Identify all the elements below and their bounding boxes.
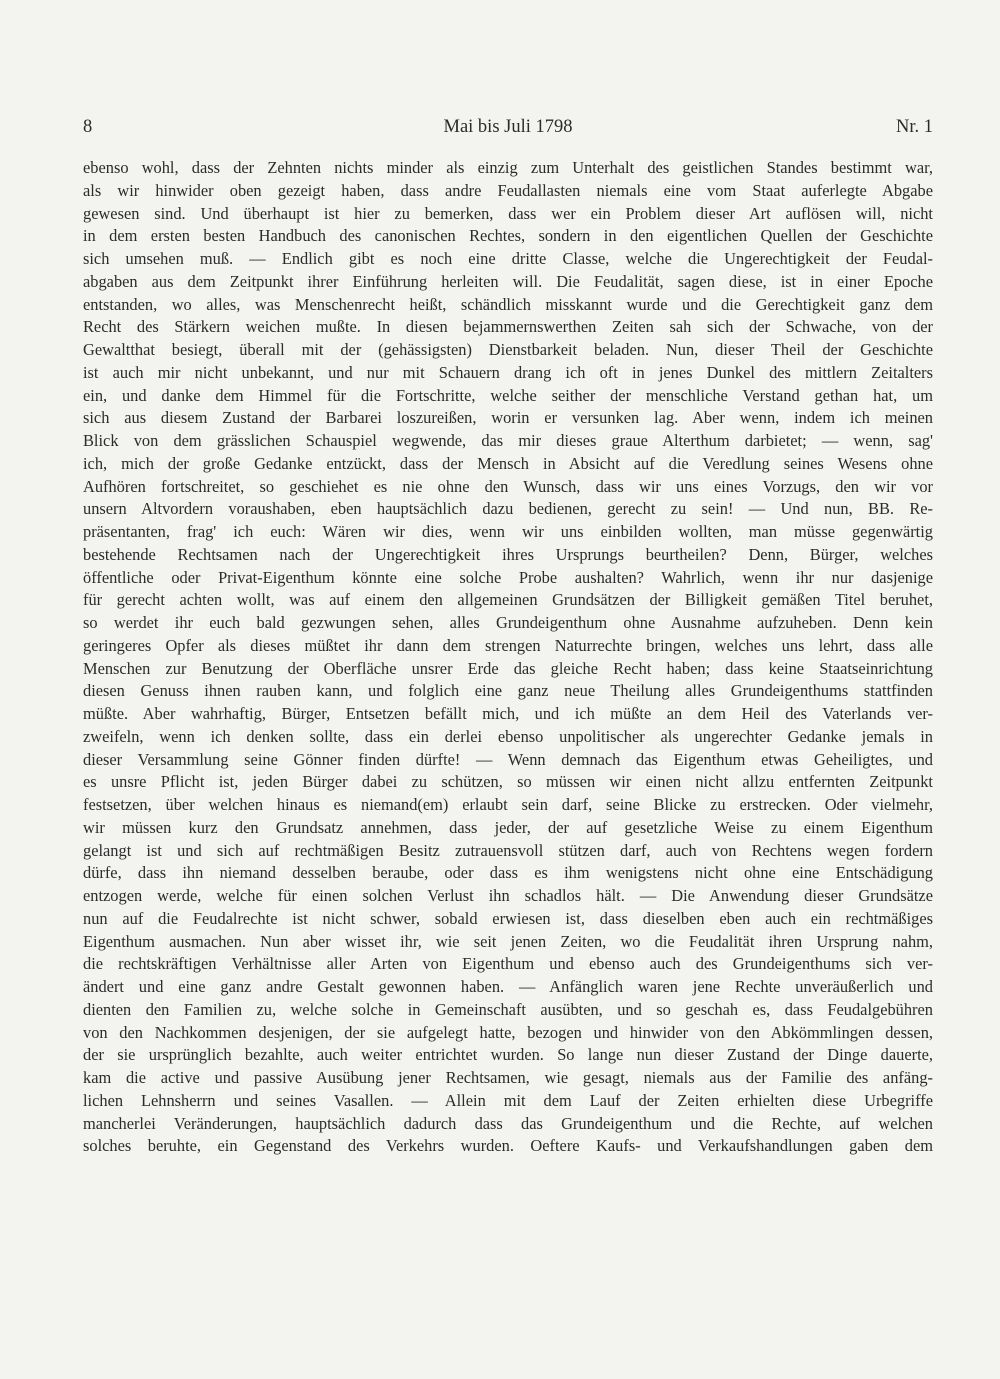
text-line: müßte. Aber wahrhaftig, Bürger, Entsetzen befällt mich, und ich müßte an dem Heil des Vaterlands ver- [83, 704, 933, 723]
text-line: Blick von dem grässlichen Schauspiel wegwende, das mir dieses graue Alterthum darbietet; — wenn, sag' [83, 431, 933, 450]
text-line: ändert und eine ganz andre Gestalt gewonnen haben. — Anfänglich waren jene Rechte unveräußerlich und [83, 977, 933, 996]
text-line: entzogen werde, welche für einen solchen Verlust ihn schadlos hält. — Die Anwendung dieser Grundsätze [83, 886, 933, 905]
text-line: ich, mich der große Gedanke entzückt, dass der Mensch in Absicht auf die Veredlung seines Wesens ohne [83, 453, 933, 473]
text-line: es unsre Pflicht ist, jeden Bürger dabei zu schützen, so müssen wir einen nicht allzu entfernten Zeitpunkt [83, 772, 933, 792]
text-line: als wir hinwider oben gezeigt haben, dass andre Feudallasten niemals eine vom Staat auferlegte Abgabe [83, 180, 933, 200]
text-line: dienten den Familien zu, welche solche in Gemeinschaft ausübten, und so geschah es, dass Feudalgebühren [83, 999, 933, 1019]
text-line: bestehende Rechtsamen nach der Ungerechtigkeit ihres Ursprungs beurtheilen? Denn, Bürger, welches [83, 544, 933, 564]
text-line: dürfe, dass ihn niemand desselben beraube, oder dass es ihm wenigstens nicht ohne eine Entschädigung [83, 863, 933, 883]
text-line: kam die active und passive Ausübung jener Rechtsamen, wie gesagt, niemals aus der Familie des anfäng- [83, 1068, 933, 1087]
issue-number: Nr. 1 [896, 117, 933, 137]
text-line: ebenso wohl, dass der Zehnten nichts minder als einzig zum Unterhalt des geistlichen Standes bestimmt war, [83, 158, 933, 177]
text-line: für gerecht achten wollt, was auf einem den allgemeinen Grundsätzen der Billigkeit gemäßen Titel beruhet, [83, 590, 933, 610]
text-line: abgaben aus dem Zeitpunkt ihrer Einführung herleiten will. Die Feudalität, sagen diese, ist in einer Epoche [83, 271, 933, 291]
text-line: festsetzen, über welchen hinaus es niemand(em) erlaubt sein darf, seine Blicke zu erstrecken. Oder vielmehr, [83, 795, 933, 814]
text-line: unsern Altvordern voraushaben, eben hauptsächlich dazu bedienen, gerecht zu sein! — Und nun, BB. Re- [83, 499, 933, 519]
text-line: zweifeln, wenn ich denken sollte, dass ein derlei ebenso unpolitischer als ungerechter Gedanke jemals in [83, 726, 933, 746]
text-line: Menschen zur Benutzung der Oberfläche unsrer Erde das gleiche Recht haben; dass keine Staatseinrichtung [83, 658, 933, 678]
text-line: Eigenthum ausmachen. Nun aber wisset ihr, wie seit jenen Zeiten, wo die Feudalität ihren Ursprung nahm, [83, 931, 933, 951]
text-line: öffentliche oder Privat-Eigenthum könnte eine solche Probe aushalten? Wahrlich, wenn ihr nur dasjenige [83, 567, 933, 587]
running-header [83, 117, 933, 147]
text-line: diesen Genuss ihnen rauben kann, und folglich eine ganz neue Theilung alles Grundeigenthums stattfinden [83, 681, 933, 701]
text-line: die rechtskräftigen Verhältnisse aller Arten von Eigenthum und ebenso auch des Grundeigenthums sich ver- [83, 954, 933, 974]
text-line: so werdet ihr euch bald gezwungen sehen, alles Grundeigenthum ohne Ausnahme aufzuheben. Denn kein [83, 613, 933, 632]
body-text [83, 157, 933, 1158]
text-line: dieser Versammlung seine Gönner finden dürfte! — Wenn demnach das Eigenthum etwas Geheiligtes, und [83, 749, 933, 769]
text-line: präsentanten, frag' ich euch: Wären wir dies, wenn wir uns einbilden wollten, man müsse gegenwärtig [83, 522, 933, 541]
text-line: Aufhören fortschreitet, so geschiehet es nie ohne den Wunsch, dass wir uns eines Vorzugs, den wir vor [83, 476, 933, 496]
text-line: sich umsehen muß. — Endlich gibt es noch eine dritte Classe, welche die Ungerechtigkeit der Feudal- [83, 249, 933, 268]
text-line: ist auch mir nicht unbekannt, und nur mit Schauern drang ich oft in jenes Dunkel des mittlern Zeitalters [83, 362, 933, 382]
text-line: der sie ursprünglich bezahlte, auch weiter entrichtet wurden. So lange nun dieser Zustand der Dinge dauerte, [83, 1045, 933, 1065]
text-line: geringeres Opfer als dieses müßtet ihr dann dem strengen Naturrechte bringen, welches uns lehrt, dass alle [83, 635, 933, 655]
page-number: 8 [83, 117, 93, 137]
text-line: entstanden, wo alles, was Menschenrecht heißt, schändlich misskannt wurde und die Gerechtigkeit ganz dem [83, 294, 933, 314]
text-line: von den Nachkommen desjenigen, der sie aufgelegt hatte, bezogen und hinwider von den Abkömmlingen dessen, [83, 1022, 933, 1042]
text-line: gelangt ist und sich auf rechtmäßigen Besitz zutrauensvoll stützen darf, auch von Rechtens wegen fordern [83, 840, 933, 860]
text-line: wir müssen kurz den Grundsatz annehmen, dass jeder, der auf gesetzliche Weise zu einem Eigenthum [83, 817, 933, 837]
text-line: ein, und danke dem Himmel für die Fortschritte, welche seither der menschliche Verstand gethan hat, um [83, 385, 933, 405]
text-line: solches beruhte, ein Gegenstand des Verkehrs wurden. Oeftere Kaufs- und Verkaufshandlungen gaben dem [83, 1136, 933, 1156]
text-line: gewesen sind. Und überhaupt ist hier zu bemerken, dass wer ein Problem dieser Art auflösen will, nicht [83, 203, 933, 223]
text-line: nun auf die Feudalrechte ist nicht schwer, sobald erwiesen ist, dass dieselben eben auch ein rechtmäßiges [83, 908, 933, 928]
text-line: mancherlei Veränderungen, hauptsächlich dadurch dass das Grundeigenthum und die Rechte, auf welchen [83, 1113, 933, 1133]
text-line: Gewaltthat besiegt, überall mit der (gehässigsten) Dienstbarkeit beladen. Nun, dieser Theil der Geschichte [83, 340, 933, 359]
text-line: in dem ersten besten Handbuch des canonischen Rechtes, sondern in den eigentlichen Quellen der Geschichte [83, 226, 933, 246]
text-line: sich aus diesem Zustand der Barbarei loszureißen, worin er versunken lag. Aber wenn, indem ich meinen [83, 408, 933, 428]
text-line: Recht des Stärkern weichen mußte. In diesen bejammernswerthen Zeiten sah sich der Schwache, von der [83, 317, 933, 337]
text-line: lichen Lehnsherrn und seines Vasallen. — Allein mit dem Lauf der Zeiten erhielten diese Urbegriffe [83, 1090, 933, 1110]
header-title: Mai bis Juli 1798 [443, 117, 573, 137]
